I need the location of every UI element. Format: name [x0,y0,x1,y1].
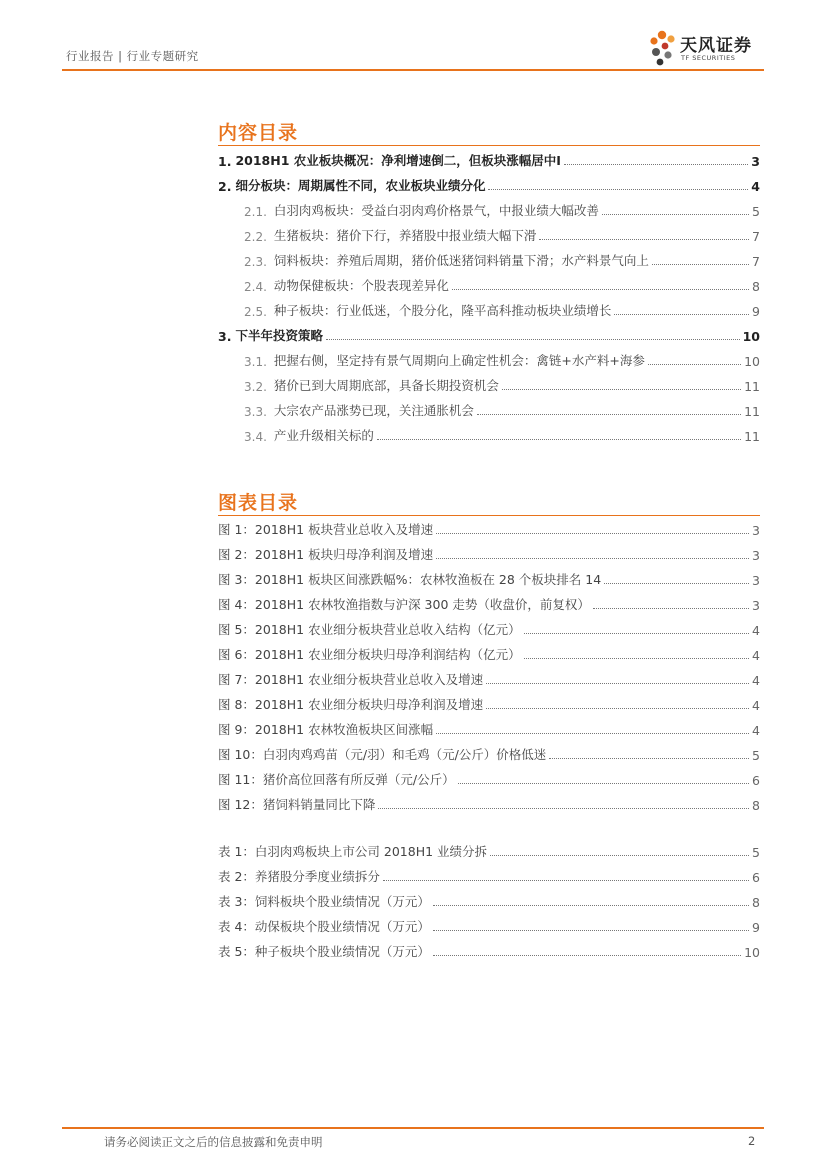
dot-leader [524,658,749,659]
toc-entry-number: 2.3. [244,255,267,269]
table-entry-page: 5 [752,845,760,860]
dot-leader [433,905,749,906]
dot-leader [433,955,741,956]
dot-leader [477,414,741,415]
toc-entry-title: 种子板块：行业低迷，个股分化，隆平高科推动板块业绩增长 [273,303,612,318]
toc-entry-number: 2.2. [244,230,267,244]
toc-entry-title: 饲料板块：养殖后周期，猪价低迷猪饲料销量下滑；水产料景气向上 [273,253,649,268]
toc-entry-number: 2. [218,179,232,194]
figure-entry-page: 4 [752,623,760,638]
dot-leader [452,289,749,290]
figure-entry-page: 3 [752,598,760,613]
figure-entry-page: 4 [752,698,760,713]
figure-entry-page: 4 [752,673,760,688]
toc-entry-page: 10 [744,354,760,369]
toc-entry-page: 10 [742,329,760,344]
toc-entry-page: 7 [752,254,760,269]
figure-entry-page: 5 [752,748,760,763]
figure-entry-page: 8 [752,798,760,813]
dot-leader [602,214,749,215]
logo-name: 天风证券 [680,36,752,56]
dot-leader [458,783,749,784]
figure-entry[interactable] [218,720,760,738]
toc-entry-page: 7 [752,229,760,244]
toc-entry-number: 3.3. [244,405,267,419]
dot-leader [593,608,749,609]
dot-leader [377,439,741,440]
dot-leader [383,880,749,881]
dot-leader [436,533,749,534]
dot-leader [524,633,749,634]
toc-entry-title: 2018H1 农业板块概况：净利增速倒二，但板块涨幅居中I [235,153,561,168]
toc-entry-number: 1. [218,154,232,169]
figure-entry-title: 图 2：2018H1 板块归母净利润及增速 [218,547,434,562]
toc-entry[interactable] [244,401,760,419]
figure-entry-title: 图 10：白羽肉鸡鸡苗（元/羽）和毛鸡（元/公斤）价格低迷 [218,747,547,762]
figure-entry-page: 3 [752,548,760,563]
toc-entry-title: 猪价已到大周期底部，具备长期投资机会 [273,378,499,393]
logo-subtitle: TF SECURITIES [681,54,736,62]
toc-entry-title: 生猪板块：猪价下行，养猪股中报业绩大幅下滑 [273,228,537,243]
dot-leader [614,314,749,315]
flower-logo-icon [648,28,678,68]
figure-entry[interactable] [218,545,760,563]
figures-title-rule [218,515,760,516]
toc-entry[interactable] [244,276,760,294]
table-entry-title: 表 2：养猪股分季度业绩拆分 [218,869,380,884]
table-entry[interactable] [218,917,760,935]
dot-leader [486,683,749,684]
figure-entry[interactable] [218,595,760,613]
figure-entry-title: 图 4：2018H1 农林牧渔指数与沪深 300 走势（收盘价，前复权） [218,597,590,612]
toc-entry-title: 细分板块：周期属性不同，农业板块业绩分化 [235,178,486,193]
dot-leader [539,239,749,240]
figure-entry[interactable] [218,745,760,763]
table-entry-title: 表 3：饲料板块个股业绩情况（万元） [218,894,430,909]
toc-entry-title: 动物保健板块：个股表现差异化 [273,278,449,293]
toc-entry-number: 3.4. [244,430,267,444]
toc-entry[interactable] [244,226,760,244]
table-entry[interactable] [218,842,760,860]
toc-entry-number: 3.2. [244,380,267,394]
figure-entry-title: 图 5：2018H1 农业细分板块营业总收入结构（亿元） [218,622,521,637]
figure-entry[interactable] [218,570,760,588]
toc-entry-page: 11 [744,379,760,394]
toc-entry[interactable] [244,376,760,394]
figure-entry[interactable] [218,695,760,713]
page-number: 2 [748,1134,756,1148]
dot-leader [486,708,749,709]
toc-entry[interactable] [244,201,760,219]
header-breadcrumb: 行业报告 | 行业专题研究 [66,49,199,63]
figure-entry[interactable] [218,620,760,638]
toc-entry[interactable] [244,351,760,369]
figure-entry[interactable] [218,770,760,788]
dot-leader [502,389,741,390]
toc-entry-title: 下半年投资策略 [235,328,323,343]
footer-divider [62,1127,764,1129]
dot-leader [488,189,748,190]
table-entry[interactable] [218,892,760,910]
toc-entry-page: 4 [751,179,760,194]
toc-title-rule [218,145,760,146]
toc-entry-number: 2.5. [244,305,267,319]
figure-entry-title: 图 1：2018H1 板块营业总收入及增速 [218,522,434,537]
figure-entry-title: 图 12：猪饲料销量同比下降 [218,797,376,812]
toc-entry[interactable] [218,151,760,169]
dot-leader [490,855,749,856]
figure-entry-title: 图 9：2018H1 农林牧渔板块区间涨幅 [218,722,434,737]
toc-entry-page: 9 [752,304,760,319]
toc-entry[interactable] [244,426,760,444]
toc-entry-title: 产业升级相关标的 [273,428,374,443]
toc-entry[interactable] [244,301,760,319]
figure-entry-title: 图 6：2018H1 农业细分板块归母净利润结构（亿元） [218,647,521,662]
toc-entry-number: 2.1. [244,205,267,219]
figure-entry-title: 图 7：2018H1 农业细分板块营业总收入及增速 [218,672,484,687]
dot-leader [436,733,749,734]
figure-entry-page: 4 [752,648,760,663]
table-entry[interactable] [218,867,760,885]
table-entry-page: 10 [744,945,760,960]
header-divider [62,69,764,71]
figure-entry-page: 6 [752,773,760,788]
figure-entry-page: 4 [752,723,760,738]
table-entry-page: 9 [752,920,760,935]
dot-leader [436,558,749,559]
footer-disclaimer: 请务必阅读正文之后的信息披露和免责申明 [104,1135,323,1149]
toc-entry-title: 大宗农产品涨势已现，关注通胀机会 [273,403,474,418]
toc-entry-page: 11 [744,404,760,419]
figures-title: 图表目录 [218,492,299,514]
table-entry-title: 表 1：白羽肉鸡板块上市公司 2018H1 业绩分拆 [218,844,488,859]
figure-entry[interactable] [218,645,760,663]
dot-leader [433,930,749,931]
figure-entry[interactable] [218,520,760,538]
dot-leader [564,164,748,165]
toc-entry[interactable] [244,251,760,269]
figure-entry-title: 图 8：2018H1 农业细分板块归母净利润及增速 [218,697,484,712]
toc-entry-page: 8 [752,279,760,294]
figure-entry[interactable] [218,795,760,813]
toc-entry[interactable] [218,326,760,344]
dot-leader [549,758,749,759]
dot-leader [652,264,749,265]
figure-entry-page: 3 [752,523,760,538]
figure-entry-title: 图 11：猪价高位回落有所反弹（元/公斤） [218,772,455,787]
figure-entry[interactable] [218,670,760,688]
toc-entry-page: 5 [752,204,760,219]
table-entry-title: 表 5：种子板块个股业绩情况（万元） [218,944,430,959]
toc-entry-number: 3. [218,329,232,344]
dot-leader [648,364,741,365]
toc-entry-page: 11 [744,429,760,444]
dot-leader [326,339,740,340]
toc-entry[interactable] [218,176,760,194]
table-entry-page: 8 [752,895,760,910]
toc-entry-number: 2.4. [244,280,267,294]
toc-title: 内容目录 [218,122,299,144]
dot-leader [604,583,749,584]
table-entry-page: 6 [752,870,760,885]
toc-entry-number: 3.1. [244,355,267,369]
toc-entry-page: 3 [751,154,760,169]
table-entry-title: 表 4：动保板块个股业绩情况（万元） [218,919,430,934]
table-entry[interactable] [218,942,760,960]
figure-entry-page: 3 [752,573,760,588]
figure-entry-title: 图 3：2018H1 板块区间涨跌幅%：农林牧渔板在 28 个板块排名 14 [218,572,602,587]
toc-entry-title: 把握右侧，坚定持有景气周期向上确定性机会：禽链+水产料+海参 [273,353,645,368]
dot-leader [378,808,749,809]
company-logo [648,28,768,68]
toc-entry-title: 白羽肉鸡板块：受益白羽肉鸡价格景气，中报业绩大幅改善 [273,203,599,218]
